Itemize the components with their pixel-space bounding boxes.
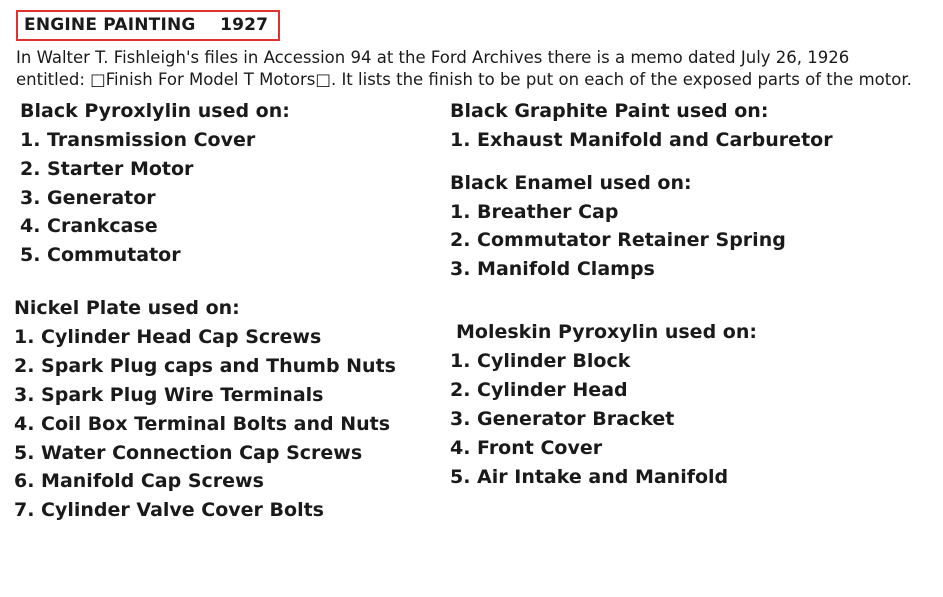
left-column <box>14 97 444 525</box>
page-title: ENGINE PAINTING 1927 <box>24 15 269 35</box>
list-item: 5. Commutator <box>20 244 181 267</box>
list-item: 1. Cylinder Block <box>450 350 631 372</box>
column-spacer <box>14 270 444 294</box>
list-item: 1. Transmission Cover <box>20 128 256 151</box>
column-spacer <box>432 155 912 169</box>
list-item: 3. Spark Plug Wire Terminals <box>14 383 324 406</box>
list-item: 4. Front Cover <box>450 436 603 459</box>
group-heading: Moleskin Pyroxylin used on: <box>456 321 757 344</box>
right-column <box>432 97 912 492</box>
group-black-enamel <box>432 169 912 285</box>
group-heading: Black Pyroxlylin used on: <box>20 99 290 122</box>
list-item: 2. Spark Plug caps and Thumb Nuts <box>14 354 396 377</box>
group-moleskin-pyroxylin <box>432 318 912 491</box>
page-title-box <box>16 10 280 41</box>
list-item: 2. Cylinder Head <box>450 378 628 401</box>
list-item: 1. Exhaust Manifold and Carburetor <box>450 128 833 151</box>
list-item: 2. Starter Motor <box>20 157 194 180</box>
group-black-graphite-paint <box>432 97 912 155</box>
group-heading: Nickel Plate used on: <box>14 297 240 320</box>
list-item: 6. Manifold Cap Screws <box>14 470 264 493</box>
list-item: 4. Coil Box Terminal Bolts and Nuts <box>14 412 391 435</box>
list-item: 3. Manifold Clamps <box>450 258 655 281</box>
intro-paragraph: In Walter T. Fishleigh's files in Accession 94 at the Ford Archives there is a memo dated July 26, 1926 entitled: □Finish For Model T Motors□. It lists the finish to be put on each of the exposed parts of the motor. <box>16 48 912 89</box>
list-item: 3. Generator Bracket <box>450 407 675 430</box>
list-item: 2. Commutator Retainer Spring <box>450 229 786 252</box>
group-black-pyroxlylin <box>14 97 444 270</box>
column-spacer <box>432 284 912 318</box>
group-heading: Black Enamel used on: <box>450 171 692 194</box>
group-heading: Black Graphite Paint used on: <box>450 99 769 122</box>
list-item: 5. Air Intake and Manifold <box>450 465 729 488</box>
group-nickel-plate <box>14 294 444 525</box>
list-item: 4. Crankcase <box>20 215 158 238</box>
list-item: 3. Generator <box>20 186 156 209</box>
list-item: 1. Cylinder Head Cap Screws <box>14 326 322 348</box>
list-item: 1. Breather Cap <box>450 200 619 223</box>
list-item: 5. Water Connection Cap Screws <box>14 441 363 464</box>
list-item: 7. Cylinder Valve Cover Bolts <box>14 499 324 522</box>
